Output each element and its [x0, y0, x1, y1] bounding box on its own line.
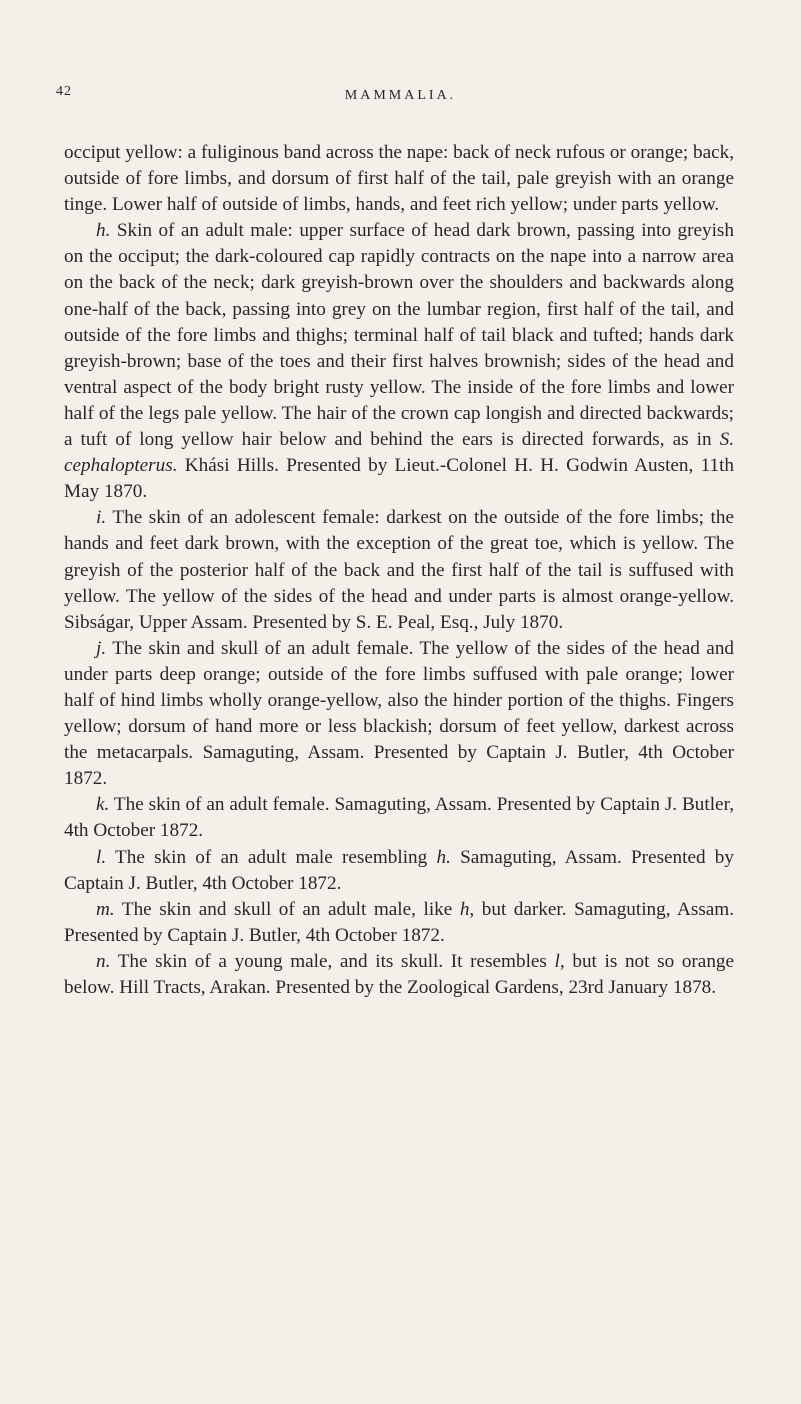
- paragraph-text: The skin and skull of an adult female. The yellow of the sides of the head and under parts deep orange; outside of the fore limbs suffused with pale orange; lower half of hind limbs wholly orange-yellow, also the hinder portion of the thighs. Fingers yellow; dorsum of hand more or less blackish; dorsum of feet yellow, darkest across the metacarpals. Samaguting, Assam. Presented by Captain J. Butler, 4th October 1872.: [64, 637, 735, 790]
- paragraph-text: The skin of an adult male resembling: [115, 846, 428, 868]
- specimen-entry-i: [64, 505, 734, 635]
- specimen-entry-h: [64, 218, 734, 505]
- paragraph-continued: [64, 140, 734, 218]
- body-text: [64, 140, 734, 1001]
- specimen-entry-j: [64, 636, 734, 793]
- specimen-label: n.: [96, 950, 111, 972]
- paragraph-text: but darker. Samaguting, Assam. Presented by Captain J. Butler, 4th October 1872.: [64, 898, 735, 946]
- specimen-entry-n: [64, 949, 734, 1001]
- paragraph-text: The skin of an adolescent female: darkest on the outside of the fore limbs; the hands and feet dark brown, with the exception of the great toe, which is yellow. The greyish of the posterior half of the back and the first half of the tail is suffused with yellow. The yellow of the sides of the head and under parts is almost orange-yellow. Sibságar, Upper Assam. Presented by S. E. Peal, Esq., July 1870.: [64, 507, 735, 633]
- paragraph-text: occiput yellow: a fuliginous band across the nape: back of neck rufous or orange; back, outside of fore limbs, and dorsum of first half of the tail, pale greyish with an orange tinge. Lower half of outside of limbs, hands, and feet rich yellow; under parts yellow.: [64, 142, 734, 216]
- paragraph-text: Samaguting, Assam. Presented by Captain J. Butler, 4th October 1872.: [64, 846, 734, 894]
- paragraph-text: The skin of a young male, and its skull. It resembles: [117, 950, 547, 972]
- specimen-reference: l,: [554, 950, 565, 972]
- specimen-label: l.: [96, 846, 107, 868]
- specimen-label: h.: [96, 220, 111, 242]
- paragraph-text: but is not so orange below. Hill Tracts, Arakan. Presented by the Zoological Gardens, 23rd January 1878.: [64, 950, 735, 998]
- specimen-label: j.: [96, 637, 107, 659]
- specimen-reference: h.: [436, 846, 451, 868]
- paragraph-text: The skin of an adult female. Samaguting, Assam. Presented by Captain J. Butler, 4th October 1872.: [64, 794, 734, 842]
- specimen-label: m.: [96, 898, 115, 920]
- paragraph-text: Skin of an adult male: upper surface of head dark brown, passing into greyish on the occiput; the dark-coloured cap rapidly contracts on the nape into a narrow area on the back of the neck; dark greyish-brown over the shoulders and backwards along one-half of the back, passing into grey on the lumbar region, first half of the tail, and outside of the fore limbs and thighs; terminal half of tail black and tufted; hands dark greyish-brown; base of the toes and their first halves brownish; sides of the head and ventral aspect of the body bright rusty yellow. The inside of the fore limbs and lower half of the legs pale yellow. The hair of the crown cap longish and directed backwards; a tuft of long yellow hair below and behind the ears is directed forwards, as in: [64, 220, 734, 451]
- species-name: S. cephalopterus.: [64, 429, 734, 477]
- specimen-label: i.: [96, 507, 107, 529]
- running-title: MAMMALIA.: [344, 88, 457, 103]
- paragraph-text: Khási Hills. Presented by Lieut.-Colonel H. H. Godwin Austen, 11th May 1870.: [64, 455, 734, 503]
- specimen-label: k.: [96, 794, 110, 816]
- specimen-entry-k: [64, 792, 734, 844]
- page-number: 42: [56, 84, 72, 99]
- specimen-entry-l: [64, 845, 734, 897]
- specimen-entry-m: [64, 897, 734, 949]
- specimen-reference: h,: [459, 898, 475, 920]
- paragraph-text: The skin and skull of an adult male, like: [121, 898, 453, 920]
